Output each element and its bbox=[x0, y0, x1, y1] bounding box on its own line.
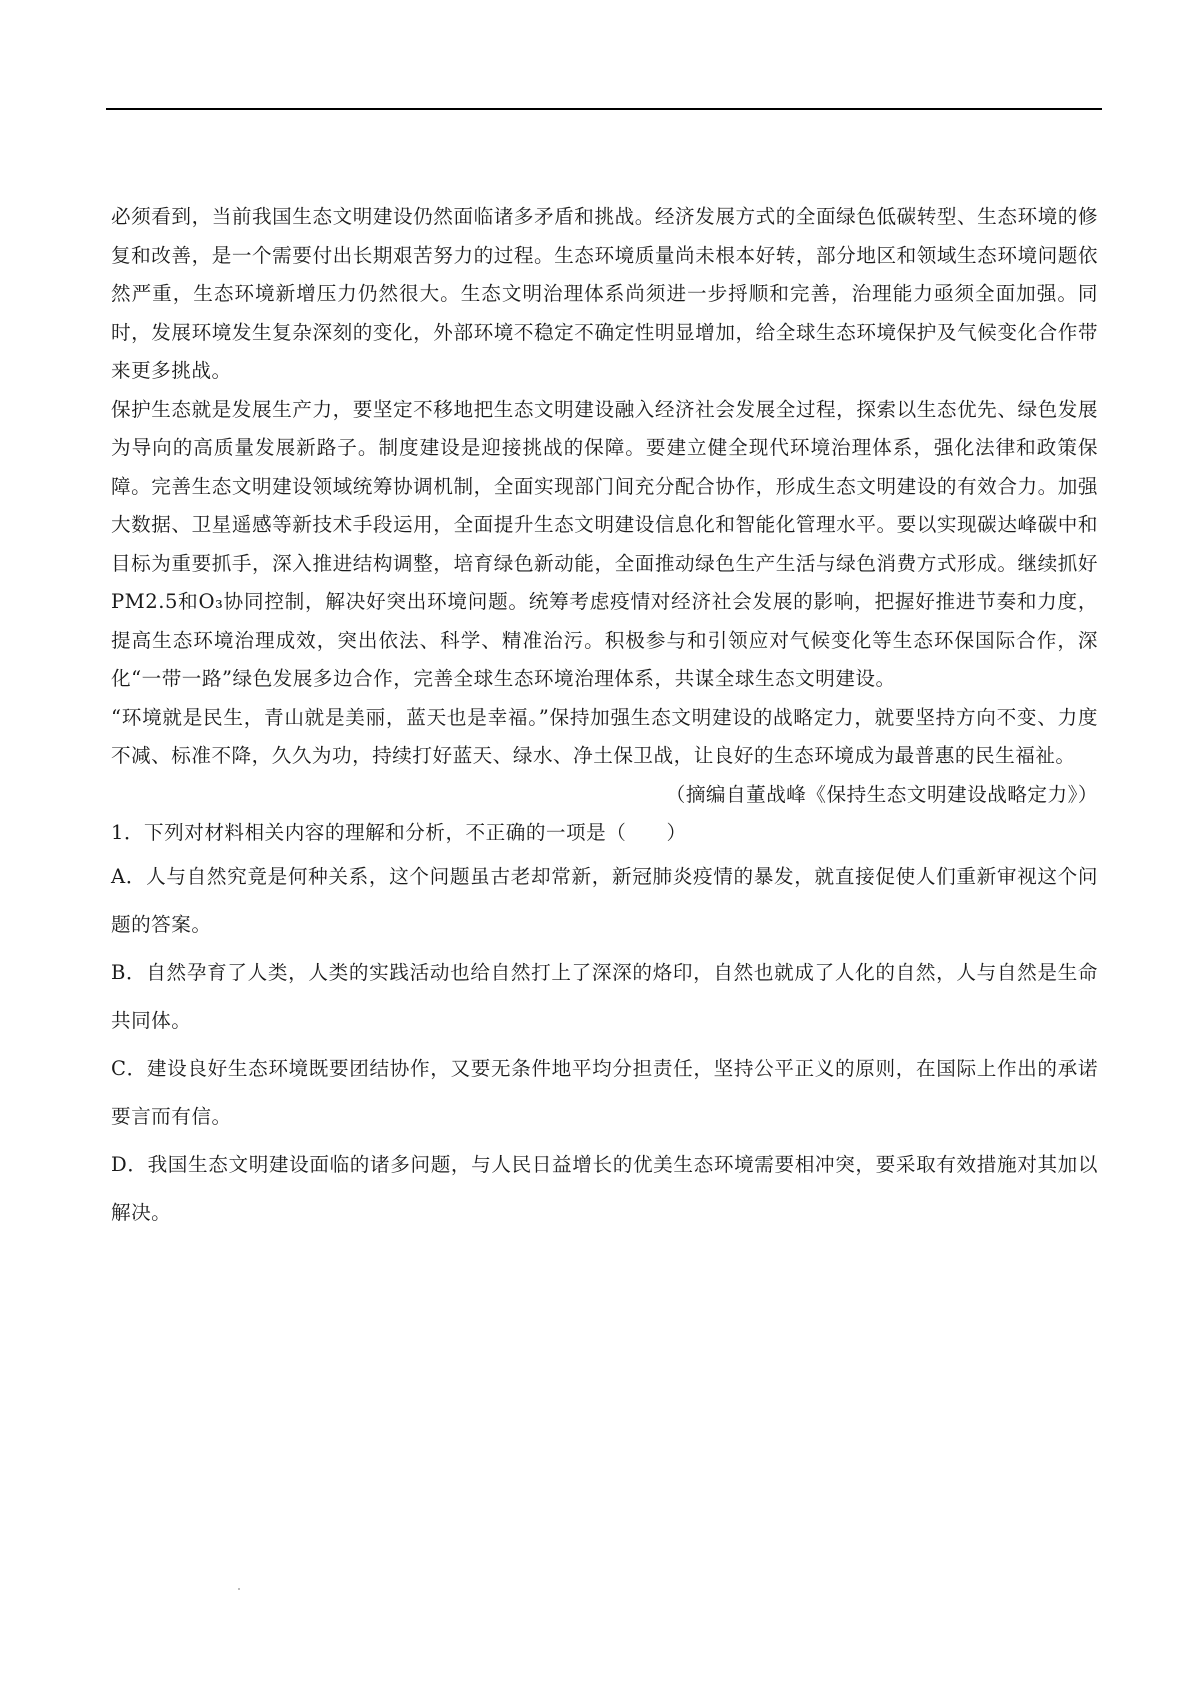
article-paragraph-1: 必须看到，当前我国生态文明建设仍然面临诸多矛盾和挑战。经济发展方式的全面绿色低碳转型、生态环境的修复和改善，是一个需要付出长期艰苦努力的过程。生态环境质量尚未根本好转，部分地区和领域生态环境问题依然严重，生态环境新增压力仍然很大。生态文明治理体系尚须进一步捋顺和完善，治理能力亟须全面加强。同时，发展环境发生复杂深刻的变化，外部环境不稳定不确定性明显增加，给全球生态环境保护及气候变化合作带来更多挑战。 bbox=[111, 205, 1098, 382]
article-paragraph-2: 保护生态就是发展生产力，要坚定不移地把生态文明建设融入经济社会发展全过程，探索以生态优先、绿色发展为导向的高质量发展新路子。制度建设是迎接挑战的保障。要建立健全现代环境治理体系，强化法律和政策保障。完善生态文明建设领域统筹协调机制，全面实现部门间充分配合协作，形成生态文明建设的有效合力。加强大数据、卫星遥感等新技术手段运用，全面提升生态文明建设信息化和智能化管理水平。要以实现碳达峰碳中和目标为重要抓手，深入推进结构调整，培育绿色新动能，全面推动绿色生产生活与绿色消费方式形成。继续抓好PM2.5和O₃协同控制，解决好突出环境问题。统筹考虑疫情对经济社会发展的影响，把握好推进节奏和力度，提高生态环境治理成效，突出依法、科学、精准治污。积极参与和引领应对气候变化等生态环保国际合作，深化“一带一路”绿色发展多边合作，完善全球生态环境治理体系，共谋全球生态文明建设。 bbox=[111, 397, 1098, 690]
article-source: （摘编自董战峰《保持生态文明建设战略定力》） bbox=[665, 782, 1098, 806]
document-body bbox=[111, 198, 1098, 1237]
scan-speck bbox=[238, 1588, 240, 1590]
article-paragraph-3: “环境就是民生，青山就是美丽，蓝天也是幸福。”保持加强生态文明建设的战略定力，就要坚持方向不变、力度不减、标准不降，久久为功，持续打好蓝天、绿水、净土保卫战，让良好的生态环境成为最普惠的民生福祉。 bbox=[111, 705, 1098, 767]
option-a: A．人与自然究竟是何种关系，这个问题虽古老却常新，新冠肺炎疫情的暴发，就直接促使人们重新审视这个问题的答案。 bbox=[111, 864, 1098, 936]
option-d: D．我国生态文明建设面临的诸多问题，与人民日益增长的优美生态环境需要相冲突，要采取有效措施对其加以解决。 bbox=[111, 1152, 1098, 1224]
option-b: B．自然孕育了人类，人类的实践活动也给自然打上了深深的烙印，自然也就成了人化的自然，人与自然是生命共同体。 bbox=[111, 960, 1098, 1032]
header-rule bbox=[106, 108, 1102, 110]
option-c: C．建设良好生态环境既要团结协作，又要无条件地平均分担责任，坚持公平正义的原则，在国际上作出的承诺要言而有信。 bbox=[111, 1056, 1098, 1128]
question-stem: 1．下列对材料相关内容的理解和分析，不正确的一项是（ ） bbox=[111, 821, 687, 844]
